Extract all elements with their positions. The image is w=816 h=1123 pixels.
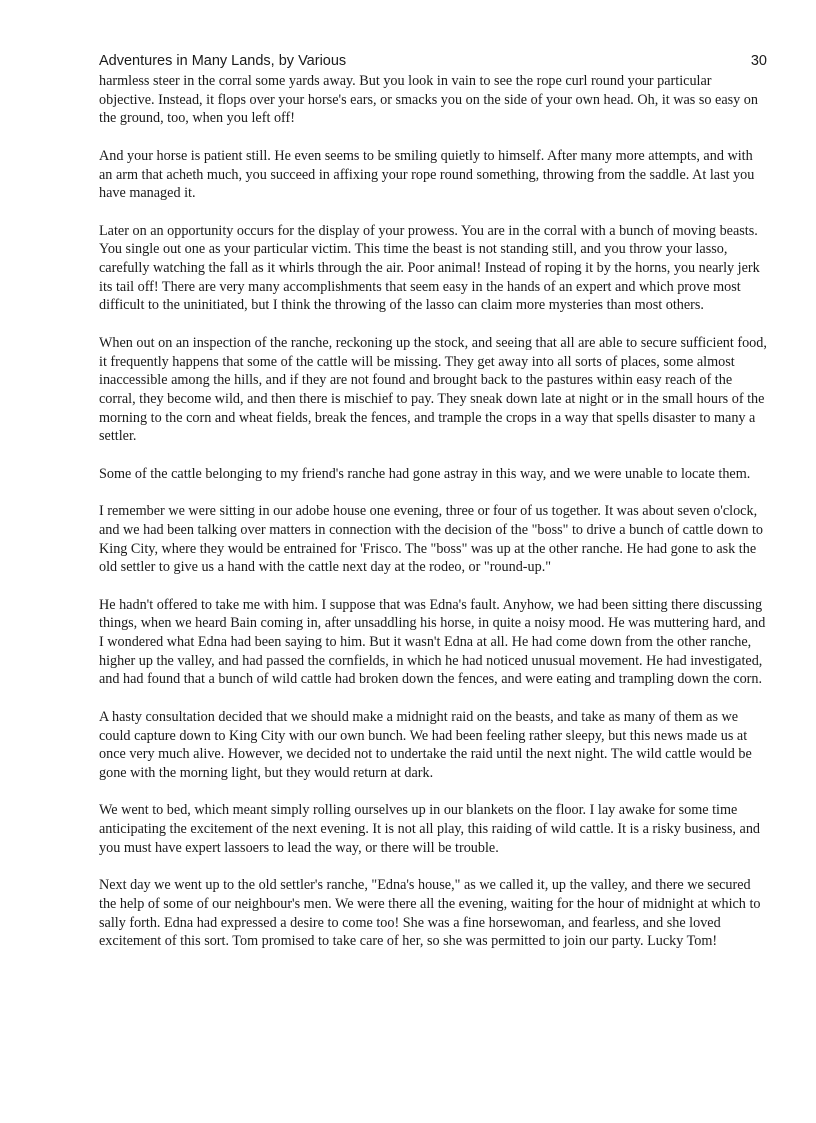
paragraph: When out on an inspection of the ranche, reckoning up the stock, and seeing that all are able to secure sufficient food, it frequently happens that some of the cattle will be missing. They get away into all sorts of places, some almost inaccessible among the hills, and if they are not found and brought back to the pastures within easy reach of the corral, they become wild, and then there is mischief to pay. They sneak down late at night or in the small hours of the morning to the corn and wheat fields, break the fences, and trample the crops in a way that spells disaster to many a settler. — [99, 334, 767, 445]
paragraph: Later on an opportunity occurs for the display of your prowess. You are in the corral with a bunch of moving beasts. You single out one as your particular victim. This time the beast is not standing still, and you throw your lasso, carefully watching the fall as it whirls through the air. Poor animal! Instead of roping it by the horns, you nearly jerk its tail off! There are very many accomplishments that seem easy in the hands of an expert and which prove most difficult to the uninitiated, but I think the throwing of the lasso can claim more mysteries than most others. — [99, 222, 760, 314]
paragraph: Next day we went up to the old settler's ranche, "Edna's house," as we called it, up the valley, and there we secured the help of some of our neighbour's men. We were there all the evening, waiting for the hour of midnight at which to sally forth. Edna had expressed a desire to come too! She was a fine horsewoman, and fearless, and she loved excitement of this sort. Tom promised to take care of her, so she was permitted to join our party. Lucky Tom! — [99, 877, 761, 950]
page-header — [99, 52, 767, 72]
paragraph: harmless steer in the corral some yards away. But you look in vain to see the rope curl round your particular objective. Instead, it flops over your horse's ears, or smacks you on the side of your own head. Oh, it was so easy on the ground, too, when you left off! — [99, 73, 758, 127]
paragraph: We went to bed, which meant simply rolling ourselves up in our blankets on the floor. I lay awake for some time anticipating the excitement of the next evening. It is not all play, this raiding of wild cattle. It is a risky business, and you must have expert lassoers to lead the way, or there will be trouble. — [99, 802, 761, 856]
paragraph: A hasty consultation decided that we should make a midnight raid on the beasts, and take as many of them as we could capture down to King City with our own bunch. We had been feeling rather sleepy, but this news made us at once very much alive. However, we decided not to undertake the raid until the next night. The wild cattle would be gone with the morning light, but they would return at dark. — [99, 708, 752, 781]
book-title: Adventures in Many Lands, by Various — [99, 53, 347, 69]
page-number: 30 — [750, 53, 767, 69]
paragraph: I remember we were sitting in our adobe house one evening, three or four of us together. It was about seven o'clock, and we had been talking over matters in connection with the decision of the "boss" to drive a bunch of cattle down to King City, where they would be entrained for 'Frisco. The "boss" was up at the other ranche. He had gone to ask the old settler to give us a hand with the cattle next day at the rodeo, or "round-up." — [99, 503, 764, 576]
body-text — [99, 72, 767, 951]
document-page — [99, 52, 767, 970]
paragraph: And your horse is patient still. He even seems to be smiling quietly to himself. After many more attempts, and with an arm that acheth much, you succeed in affixing your rope round something, throwing from the saddle. At last you have managed it. — [99, 147, 755, 202]
paragraph: Some of the cattle belonging to my friend's ranche had gone astray in this way, and we were unable to locate them. — [99, 465, 751, 482]
paragraph: He hadn't offered to take me with him. I suppose that was Edna's fault. Anyhow, we had been sitting there discussing things, when we heard Bain coming in, after unsaddling his horse, in quite a noisy mood. He was muttering hard, and I wondered what Edna had been saying to him. But it wasn't Edna at all. He had come down from the other ranche, higher up the valley, and had passed the cornfields, in which he had noticed unusual movement. He had investigated, and had found that a bunch of wild cattle had broken down the fences, and were eating and trampling down the corn. — [99, 596, 766, 688]
